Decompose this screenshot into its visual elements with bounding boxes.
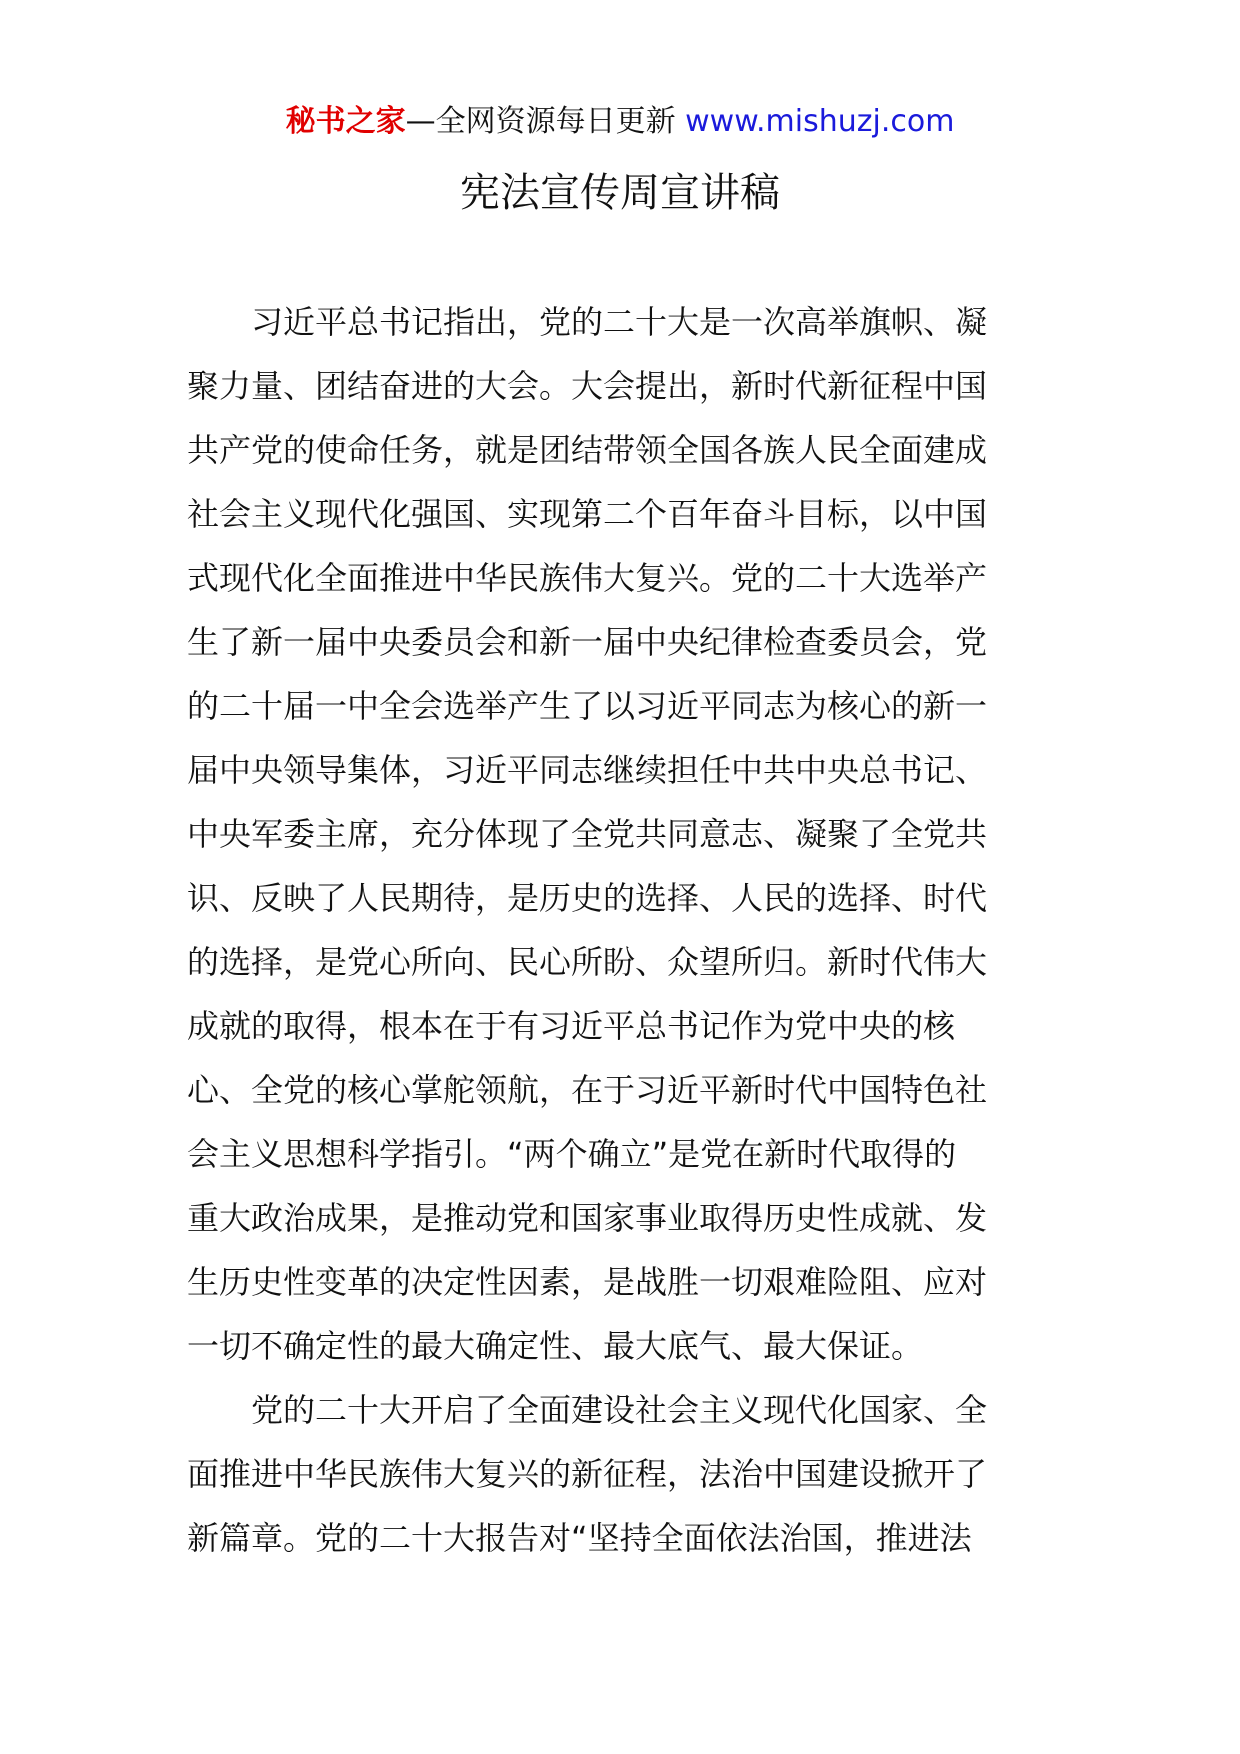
text-line: 生历史性变革的决定性因素，是战胜一切艰难险阻、应对 xyxy=(187,1263,988,1301)
text-line: 面推进中华民族伟大复兴的新征程，法治中国建设掀开了 xyxy=(187,1455,988,1493)
paragraph-2 xyxy=(187,1378,1057,1570)
text-line: 重大政治成果，是推动党和国家事业取得历史性成就、发 xyxy=(187,1199,988,1237)
text-line: 党的二十大开启了全面建设社会主义现代化国家、全 xyxy=(251,1391,988,1429)
text-line: 心、全党的核心掌舵领航，在于习近平新时代中国特色社 xyxy=(187,1071,988,1109)
text-line: 成就的取得，根本在于有习近平总书记作为党中央的核 xyxy=(187,1007,956,1045)
text-line: 中央军委主席，充分体现了全党共同意志、凝聚了全党共 xyxy=(187,815,988,853)
text-line: 式现代化全面推进中华民族伟大复兴。党的二十大选举产 xyxy=(187,559,988,597)
site-header xyxy=(0,100,1240,144)
text-line: 识、反映了人民期待，是历史的选择、人民的选择、时代 xyxy=(187,879,988,917)
text-line: 生了新一届中央委员会和新一届中央纪律检查委员会，党 xyxy=(187,623,988,661)
document-title: 宪法宣传周宣讲稿 xyxy=(460,170,780,216)
text-line: 届中央领导集体，习近平同志继续担任中共中央总书记、 xyxy=(187,751,988,789)
text-line: 新篇章。党的二十大报告对“坚持全面依法治国，推进法 xyxy=(187,1519,972,1557)
text-line: 社会主义现代化强国、实现第二个百年奋斗目标，以中国 xyxy=(187,495,988,533)
text-line: 聚力量、团结奋进的大会。大会提出，新时代新征程中国 xyxy=(187,367,988,405)
paragraph-1 xyxy=(187,290,1057,1378)
text-line: 的选择，是党心所向、民心所盼、众望所归。新时代伟大 xyxy=(187,943,988,981)
site-url-link[interactable]: www.mishuzj.com xyxy=(685,104,955,139)
header-slogan: —全网资源每日更新 xyxy=(405,104,676,139)
text-line: 一切不确定性的最大确定性、最大底气、最大保证。 xyxy=(187,1327,924,1365)
brand-name: 秘书之家 xyxy=(285,104,406,139)
text-line: 会主义思想科学指引。“两个确立”是党在新时代取得的 xyxy=(187,1135,957,1173)
text-line: 的二十届一中全会选举产生了以习近平同志为核心的新一 xyxy=(187,687,988,725)
text-line: 习近平总书记指出，党的二十大是一次高举旗帜、凝 xyxy=(251,303,988,341)
text-line: 共产党的使命任务，就是团结带领全国各族人民全面建成 xyxy=(187,431,988,469)
document-body xyxy=(187,290,1057,1570)
